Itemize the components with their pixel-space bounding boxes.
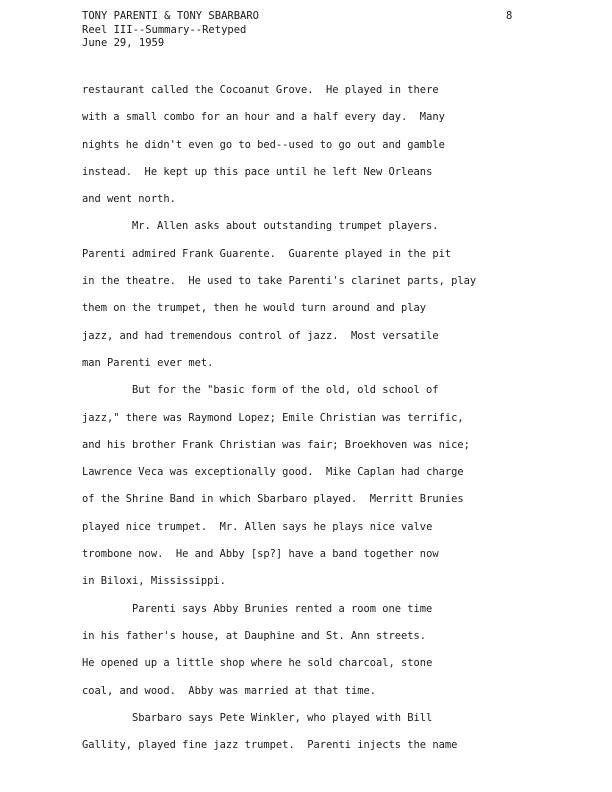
- header-title: TONY PARENTI & TONY SBARBARO: [82, 10, 260, 22]
- text-line: in the theatre. He used to take Parenti's clarinet parts, play: [82, 275, 477, 288]
- text-line: nights he didn't even go to bed--used to go out and gamble: [82, 138, 445, 151]
- text-line: Gallity, played fine jazz trumpet. Parenti injects the name: [82, 739, 458, 752]
- text-line: jazz, and had tremendous control of jazz. Most versatile: [82, 329, 439, 342]
- text-line: instead. He kept up this pace until he left New Orleans: [82, 165, 433, 178]
- text-line: He opened up a little shop where he sold charcoal, stone: [82, 657, 433, 670]
- text-line: them on the trumpet, then he would turn around and play: [82, 302, 427, 315]
- text-line: restaurant called the Cocoanut Grove. He played in there: [82, 84, 439, 96]
- page-header: [82, 10, 259, 51]
- header-date: June 29, 1959: [82, 37, 165, 49]
- text-line: Mr. Allen asks about outstanding trumpet players.: [132, 220, 439, 233]
- header-reel: Reel III--Summary--Retyped: [82, 23, 247, 36]
- text-line: But for the "basic form of the old, old school of: [132, 384, 439, 397]
- text-line: Parenti admired Frank Guarente. Guarente played in the pit: [82, 247, 452, 260]
- text-line: Sbarbaro says Pete Winkler, who played with Bill: [132, 711, 433, 724]
- text-line: and went north.: [82, 193, 176, 206]
- page-number: 8: [506, 10, 513, 22]
- text-line: with a small combo for an hour and a half every day. Many: [82, 111, 445, 124]
- text-line: trombone now. He and Abby [sp?] have a band together now: [82, 548, 439, 561]
- text-line: and his brother Frank Christian was fair; Broekhoven was nice;: [82, 438, 470, 451]
- text-line: man Parenti ever met.: [82, 356, 214, 369]
- text-line: Lawrence Veca was exceptionally good. Mike Caplan had charge: [82, 466, 464, 479]
- text-line: in Biloxi, Mississippi.: [82, 575, 226, 588]
- text-line: Parenti says Abby Brunies rented a room one time: [132, 602, 433, 615]
- text-line: of the Shrine Band in which Sbarbaro played. Merritt Brunies: [82, 493, 464, 506]
- body-text: [82, 77, 552, 759]
- text-line: coal, and wood. Abby was married at that time.: [82, 684, 377, 697]
- text-line: jazz," there was Raymond Lopez; Emile Christian was terrific,: [82, 411, 464, 424]
- text-line: in his father's house, at Dauphine and St. Ann streets.: [82, 629, 427, 642]
- text-line: played nice trumpet. Mr. Allen says he plays nice valve: [82, 520, 433, 533]
